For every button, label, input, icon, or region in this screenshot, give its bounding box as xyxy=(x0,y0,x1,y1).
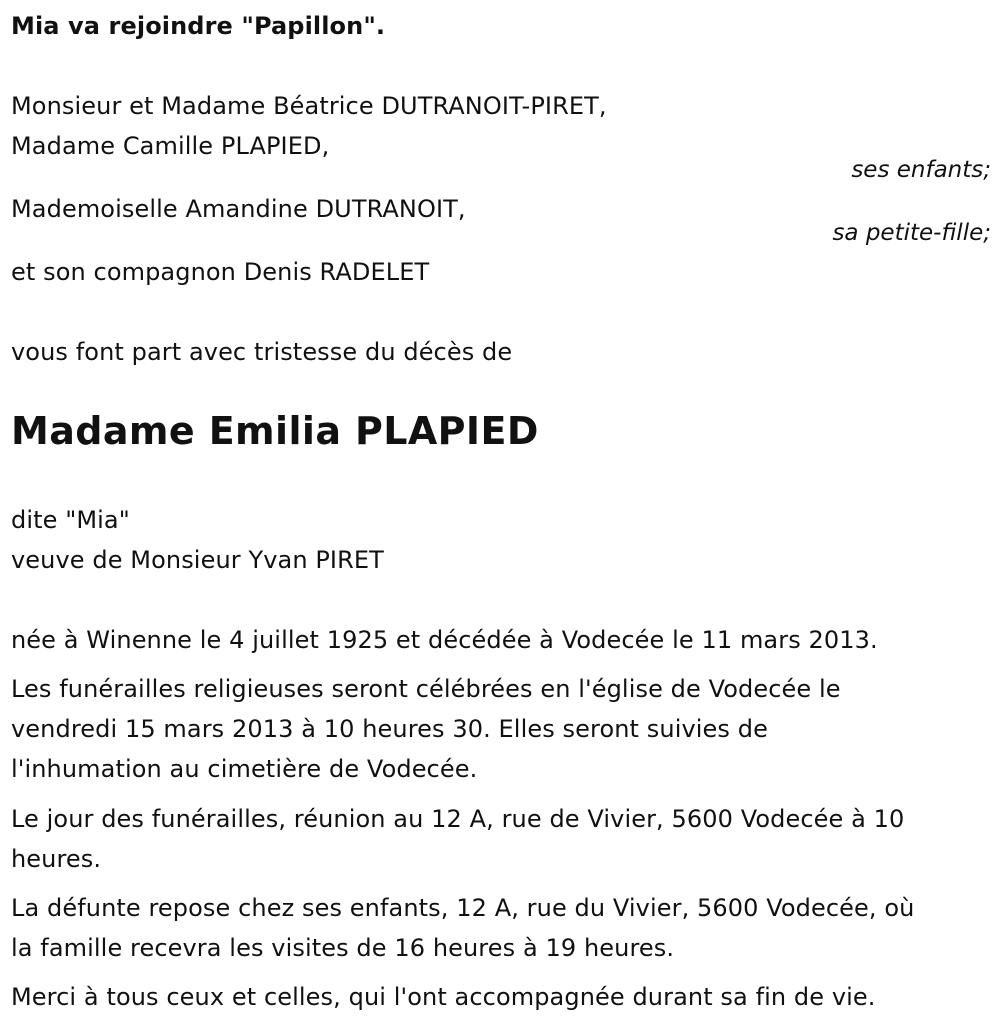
widow-of: veuve de Monsieur Yvan PIRET xyxy=(11,546,384,574)
nickname: dite "Mia" xyxy=(11,506,130,534)
announcement: vous font part avec tristesse du décès de xyxy=(11,338,513,366)
family-line-4: et son compagnon Denis RADELET xyxy=(11,258,430,286)
funeral-line-2: vendredi 15 mars 2013 à 10 heures 30. Elles seront suivies de xyxy=(11,715,768,743)
funeral-line-1: Les funérailles religieuses seront célébrées en l'église de Vodecée le xyxy=(11,675,841,703)
headline: Mia va rejoindre "Papillon". xyxy=(11,12,386,40)
visit-line-2: la famille recevra les visites de 16 heures à 19 heures. xyxy=(11,934,675,962)
meeting-line-1: Le jour des funérailles, réunion au 12 A, rue de Vivier, 5600 Vodecée à 10 xyxy=(11,805,905,833)
thanks: Merci à tous ceux et celles, qui l'ont accompagnée durant sa fin de vie. xyxy=(11,983,876,1011)
meeting-line-2: heures. xyxy=(11,845,102,873)
funeral-line-3: l'inhumation au cimetière de Vodecée. xyxy=(11,755,478,783)
family-line-1: Monsieur et Madame Béatrice DUTRANOIT-PIRET, xyxy=(11,92,607,120)
family-line-3: Mademoiselle Amandine DUTRANOIT, xyxy=(11,195,466,223)
deceased-name: Madame Emilia PLAPIED xyxy=(11,409,539,453)
family-line-2: Madame Camille PLAPIED, xyxy=(11,132,330,160)
visit-line-1: La défunte repose chez ses enfants, 12 A, rue du Vivier, 5600 Vodecée, où xyxy=(11,894,915,922)
role-children: ses enfants; xyxy=(851,157,991,183)
birth-death: née à Winenne le 4 juillet 1925 et décédée à Vodecée le 11 mars 2013. xyxy=(11,626,878,654)
role-granddaughter: sa petite-fille; xyxy=(832,220,991,246)
